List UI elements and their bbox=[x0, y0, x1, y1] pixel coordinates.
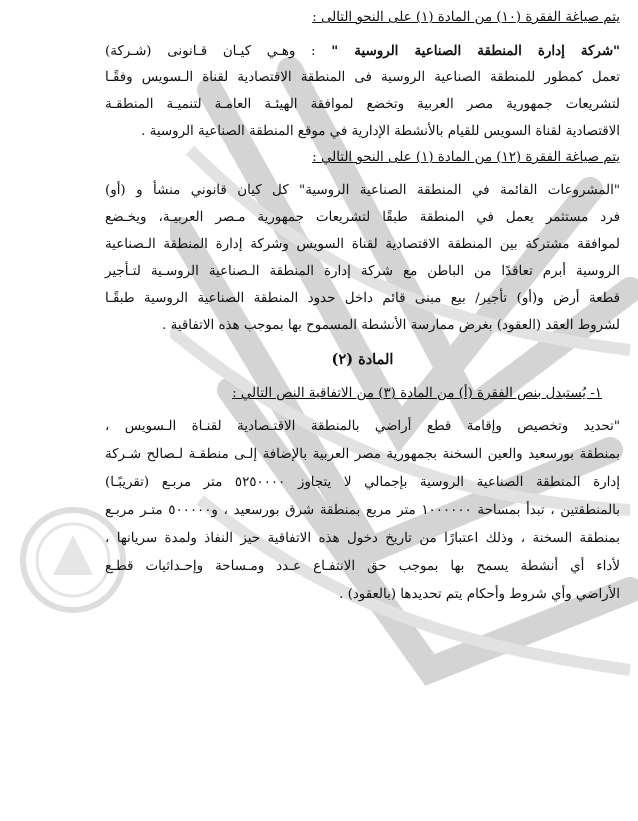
text-line: بمنطقة بورسعيد والعين السخنة بجمهورية مصر العربية بالإضافة إلـى منطقـة لـصالح شـركة bbox=[105, 447, 620, 462]
paragraph-intro: ١- يُستبدل بنص الفقرة (أ) من المادة (٣) من الاتفاقية النص التالي : bbox=[232, 386, 602, 401]
text-line: فرد مستثمر يعمل في المنطقة طبقًا لتشريعات جمهورية مـصر العربيـة، ويخـضع bbox=[105, 210, 620, 225]
paragraph-intro: يتم صياغة الفقرة (١٢) من المادة (١) على النحو التالي : bbox=[312, 150, 620, 165]
text-line: لموافقة مشتركة بين المنطقة الاقتصادية لقناة السويس وشركة إدارة المنطقة الـصناعية bbox=[105, 237, 620, 252]
text-line: إدارة المنطقة الصناعية الروسية بإجمالي لا يتجاوز ٥٢٥٠٠٠٠ متر مربـع (تقريبًـا) bbox=[105, 475, 620, 490]
definition-line bbox=[105, 41, 620, 61]
paragraph-intro: يتم صياغة الفقرة (١٠) من المادة (١) على النحو التالى : bbox=[312, 10, 620, 25]
text-line: لتشريعات جمهورية مصر العربية وتخضع لموافقة الهيئـة العامـة لتنميـة المنطقـة bbox=[105, 97, 620, 112]
text-line: "المشروعات القائمة في المنطقة الصناعية الروسية" كل كيان قانوني منشأ و (أو) bbox=[105, 183, 620, 198]
text-line: الاقتصادية لقناة السويس للقيام بالأنشطة الإدارية في موقع المنطقة الصناعية الروسية . bbox=[141, 124, 620, 139]
definition-text: : وهـي كيـان قـانونى (شـركة) bbox=[105, 44, 316, 59]
text-line: قطعة أرض و(أو) تأجير/ بيع مبنى قائم داخل حدود المنطقة الصناعية الروسية طبقًـا bbox=[105, 291, 620, 306]
text-line: تعمل كمطور للمنطقة الصناعية الروسية فى المنطقة الاقتصادية لقناة الـسويس وفقًـا bbox=[105, 70, 620, 85]
text-line: بمنطقة السخنة ، وذلك اعتبارًا من تاريخ دخول هذه الاتفاقية حيز النفاذ ولمدة سريانها ، bbox=[105, 531, 620, 546]
text-line: لأداء أي أنشطة يسمح بها بموجب حق الانتفـاع عـدد ومـساحة وإحـداثيات قطـع bbox=[105, 559, 620, 574]
text-line: بالمنطقتين ، تبدأ بمساحة ١٠٠٠٠٠٠ متر مربع بمنطقة شرق بورسعيد ، و٥٠٠٠٠٠ متـر مربـع bbox=[105, 503, 620, 518]
text-line: الروسية أبرم تعاقدًا من الباطن مع شركة إدارة المنطقة الـصناعية الروسـية لتـأجير bbox=[105, 264, 620, 279]
article-heading: المادة (٢) bbox=[331, 351, 394, 368]
text-line: الأراضي وأي شروط وأحكام يتم تحديدها (بالعقود) . bbox=[339, 587, 620, 602]
text-line: لشروط العقد (العقود) بغرض ممارسة الأنشطة المسموح بها بموجب هذه الاتفاقية . bbox=[162, 318, 620, 333]
text-line: "تحديد وتخصيص وإقامة قطع أراضي بالمنطقة الاقتـصادية لقنـاة الـسويس ، bbox=[105, 419, 620, 434]
defined-term: "شركة إدارة المنطقة الصناعية الروسية " bbox=[331, 43, 621, 59]
